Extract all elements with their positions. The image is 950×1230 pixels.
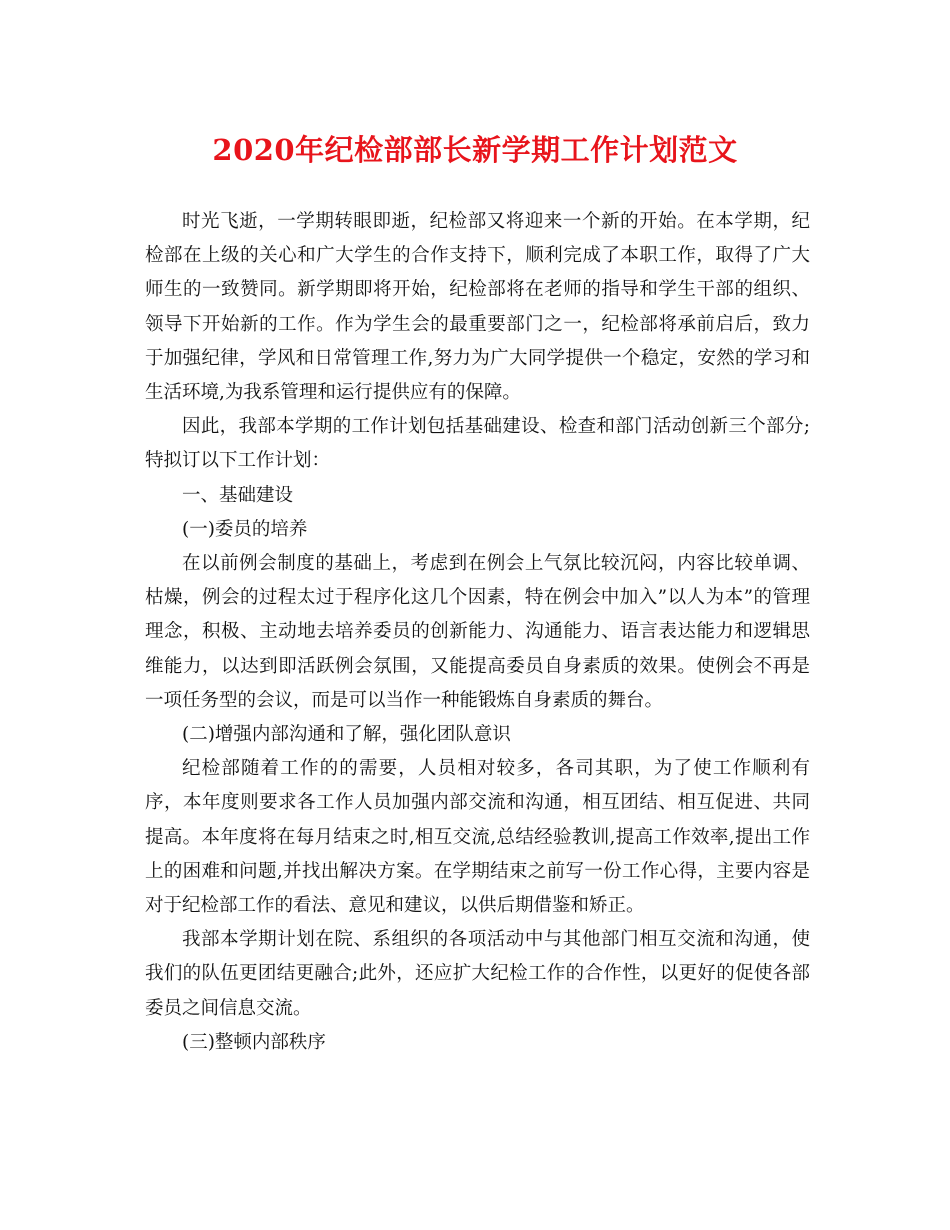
subsection-heading-internal-order: (三)整顿内部秩序 (182, 1031, 326, 1053)
paragraph-plan-overview: 因此，我部本学期的工作计划包括基础建设、检查和部门活动创新三个部分;特拟订以下工作计划： (145, 416, 810, 472)
document-title: 2020年纪检部部长新学期工作计划范文 (212, 133, 738, 167)
paragraph-intro: 时光飞逝，一学期转眼即逝，纪检部又将迎来一个新的开始。在本学期，纪检部在上级的关心和广大学生的合作支持下，顺利完成了本职工作，取得了广大师生的一致赞同。新学期即将开始，纪检部将在老师的指导和学生干部的组织、领导下开始新的工作。作为学生会的最重要部门之一，纪检部将承前启后，致力于加强纪律，学风和日常管理工作,努力为广大同学提供一个稳定，安然的学习和生活环境,为我系管理和运行提供应有的保障。 (145, 211, 810, 404)
paragraph-internal-communication: 纪检部随着工作的的需要，人员相对较多，各司其职，为了使工作顺利有序，本年度则要求各工作人员加强内部交流和沟通，相互团结、相互促进、共同提高。本年度将在每月结束之时,相互交流,总结经验教训,提高工作效率,提出工作上的困难和问题,并找出解决方案。在学期结束之前写一份工作心得，主要内容是对于纪检部工作的看法、意见和建议，以供后期借鉴和矫正。 (145, 758, 810, 917)
section-heading-basic-construction: 一、基础建设 (182, 484, 294, 506)
subsection-heading-member-training: (一)委员的培养 (182, 518, 308, 540)
paragraph-member-training: 在以前例会制度的基础上，考虑到在例会上气氛比较沉闷，内容比较单调、枯燥，例会的过程太过于程序化这几个因素，特在例会中加入”以人为本”的管理理念，积极、主动地去培养委员的创新能力、沟通能力、语言表达能力和逻辑思维能力，以达到即活跃例会氛围，又能提高委员自身素质的效果。使例会不再是一项任务型的会议，而是可以当作一种能锻炼自身素质的舞台。 (145, 553, 810, 711)
subsection-heading-internal-communication: (二)增强内部沟通和了解，强化团队意识 (182, 724, 511, 746)
paragraph-department-exchange: 我部本学期计划在院、系组织的各项活动中与其他部门相互交流和沟通，使我们的队伍更团结更融合;此外，还应扩大纪检工作的合作性，以更好的促使各部委员之间信息交流。 (145, 929, 810, 1019)
document-body (145, 205, 810, 1060)
